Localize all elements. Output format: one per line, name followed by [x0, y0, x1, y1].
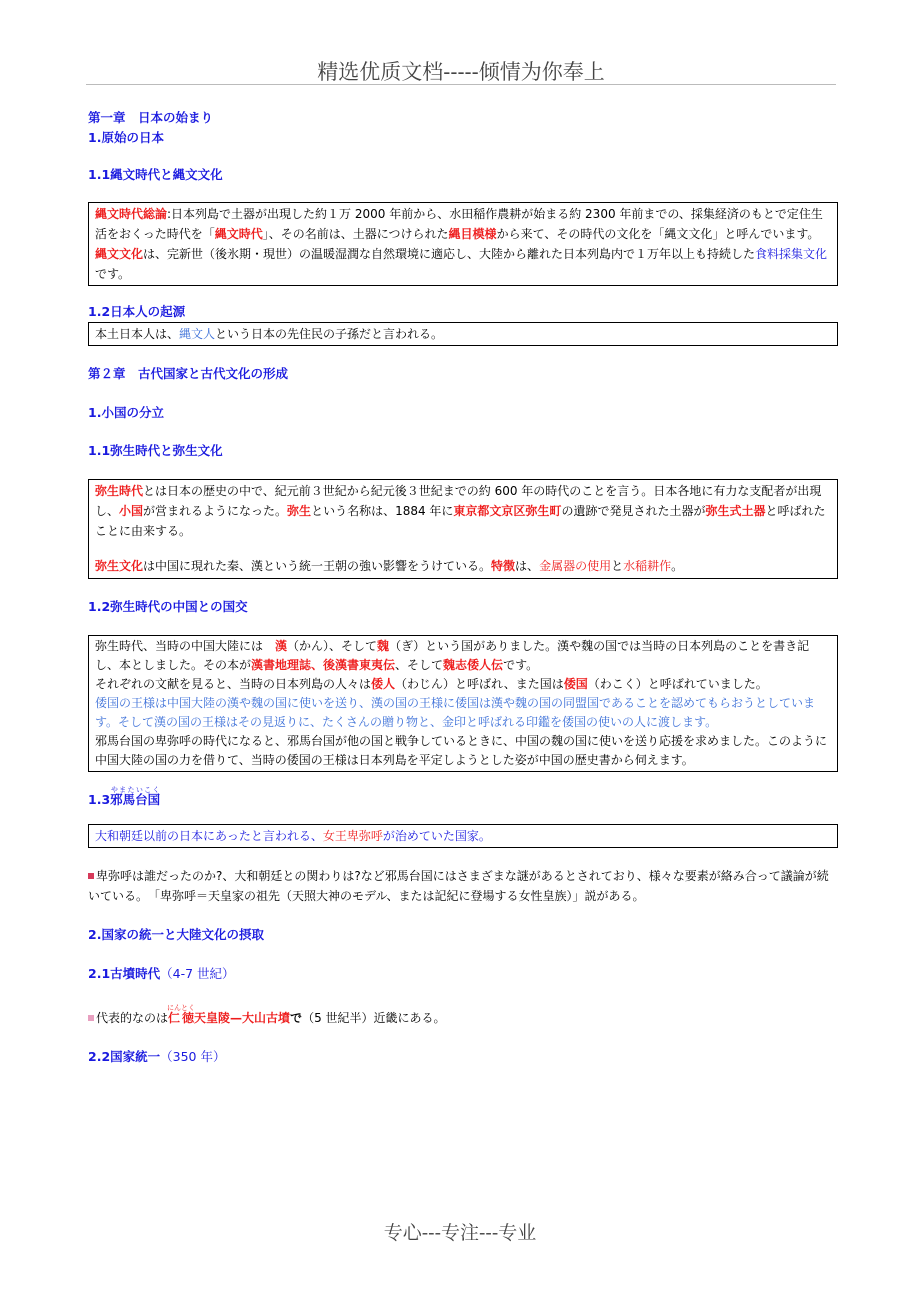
- section-1-2-heading: 1.2日本人の起源: [88, 304, 186, 319]
- section-china-relations-heading: 1.2弥生時代の中国との国交: [88, 599, 248, 614]
- feature-term: 特徴: [491, 559, 516, 573]
- chapter-2-title: 第２章 古代国家と古代文化の形成: [88, 366, 289, 381]
- text: （5 世紀半）近畿にある。: [302, 1011, 446, 1025]
- bullet-icon: [88, 873, 94, 879]
- text: が営まれるようになった。: [143, 504, 288, 518]
- text: の遺跡で発見された土器が: [561, 504, 706, 518]
- china-paragraph-2: [95, 675, 831, 694]
- text: です。: [503, 658, 539, 672]
- text: は中国に現れた秦、漢という統一王朝の強い影響をうけている。: [143, 559, 492, 573]
- header-divider: [86, 84, 836, 85]
- wakoku-term: 倭国: [563, 677, 588, 691]
- nintoku-term: 仁徳: [167, 1011, 196, 1025]
- jomon-term: 縄文時代総論: [95, 207, 168, 221]
- nintoku-ruby: にんとく: [167, 1004, 196, 1012]
- text: は、: [515, 559, 540, 573]
- food-gathering-term: 食料採集文化: [755, 247, 828, 261]
- section-number: 1.3: [88, 792, 111, 807]
- text: という日本の先住民の子孫だと言われる。: [215, 327, 444, 341]
- origin-box: [88, 322, 838, 346]
- text: とは日本の歴史の中で、紀元前３世紀から紀元後３世紀までの約 600 年の時代のことを言う。日本各地に有力な支配者が出現し、: [95, 484, 822, 518]
- section-yamatai-heading: [88, 786, 838, 810]
- page-header: 精选优质文档-----倾情为你奉上: [317, 60, 605, 84]
- text: 本土日本人は、: [95, 327, 180, 341]
- section-2-heading: 2.国家の統一と大陸文化の摂取: [88, 927, 264, 942]
- jomon-era-term: 縄文時代: [214, 227, 263, 241]
- yamatai-box: [88, 824, 838, 848]
- text: です。: [95, 267, 131, 281]
- china-paragraph-3: 倭国の王様は中国大陸の漢や魏の国に使いを送り、漢の国の王様に倭国は漢や魏の国の同盟国であることを認めてもらおうとしています。そして漢の国の王様はその見返りに、たくさんの贈り物と、金印と呼ばれる印鑑を倭国の使いの人に渡します。: [95, 696, 816, 729]
- wei-term: 魏: [377, 639, 390, 653]
- text: から来て、その時代の文化を「縄文文化」と呼んでいます。: [496, 227, 820, 241]
- text: で: [290, 1011, 303, 1025]
- text: 卑弥呼は誰だったのか?、大和朝廷との関わりは?など邪馬台国にはさまざまな謎があるとされており、様々な要素が絡み合って議論が続いている。 「卑弥呼＝天皇家の祖先（天照大神のモデル、または記紀に登場する女性皇族）」説がある。: [88, 869, 829, 903]
- text: と: [611, 559, 624, 573]
- page-footer: 专心---专注---专业: [383, 1222, 537, 1244]
- himiko-term: 女王卑弥呼: [322, 829, 383, 843]
- himiko-paragraph: [88, 866, 838, 906]
- han-term: 漢: [275, 639, 288, 653]
- yayoi-term: 弥生: [287, 504, 312, 518]
- kofun-period-note: （4-7 世紀）: [160, 966, 235, 981]
- document-body: [88, 108, 838, 1067]
- section-kofun-heading: [88, 964, 838, 984]
- jomon-people-term: 縄文人: [179, 327, 216, 341]
- text: （わこく）と呼ばれていました。: [587, 677, 768, 691]
- yamatai-ruby: やまたいこく: [110, 786, 161, 794]
- books-term: 漢書地理誌、後漢書東夷伝: [251, 658, 396, 672]
- tomb-term: 天皇陵—大山古墳: [194, 1011, 291, 1025]
- unification-year-note: （350 年）: [160, 1049, 226, 1064]
- text: 弥生時代、当時の中国大陸には: [95, 639, 276, 653]
- small-country-term: 小国: [119, 504, 144, 518]
- china-relations-box: [88, 635, 838, 772]
- section-1-heading: 1.原始の日本: [88, 130, 164, 145]
- section-1-1-heading: 1.1縄文時代と縄文文化: [88, 167, 223, 182]
- text: 、そして: [395, 658, 444, 672]
- section-unification-heading: [88, 1047, 838, 1067]
- text: が治めていた国家。: [382, 829, 491, 843]
- china-paragraph-4: 邪馬台国の卑弥呼の時代になると、邪馬台国が他の国と戦争しているときに、中国の魏の国に使いを送り応援を求めました。このように中国大陸の国の力を借りて、当時の倭国の王様は日本列島を平定しようとした姿が中国の歴史書から伺えます。: [95, 734, 828, 767]
- kofun-paragraph: [88, 1004, 838, 1028]
- text: それぞれの文献を見ると、当時の日本列島の人々は: [95, 677, 372, 691]
- text: 代表的なのは: [96, 1011, 169, 1025]
- text: （わじん）と呼ばれ、また国は: [395, 677, 564, 691]
- chapter-1-title: 第一章 日本の始まり: [88, 110, 214, 125]
- text: は、完新世（後氷期・現世）の温暖湿潤な自然環境に適応し、大陸から離れた日本列島内で１万年以上も持続した: [143, 247, 756, 261]
- text: （かん）、そして: [287, 639, 378, 653]
- cord-pattern-term: 縄目模様: [448, 227, 497, 241]
- jomon-culture-term: 縄文文化: [95, 247, 144, 261]
- yayoi-paragraph: [95, 481, 831, 541]
- text: :日本列島で土器が出現した約１万 2000 年前から、水田稲作農耕が始まる約 2300 年前までの、採集経済のもとで定住生活をおくった時代を「: [95, 207, 823, 241]
- wei-book-term: 魏志倭人伝: [443, 658, 504, 672]
- kofun-title: 2.1古墳時代: [88, 966, 161, 981]
- text: 」、その名前は、土器につけられた: [262, 227, 449, 241]
- wajin-term: 倭人: [371, 677, 396, 691]
- section-2-1-heading: 1.小国の分立: [88, 405, 164, 420]
- text: 。: [671, 559, 684, 573]
- yayoi-box: [88, 479, 838, 579]
- text: 大和朝廷以前の日本にあったと言われる、: [95, 829, 323, 843]
- yayoi-culture-paragraph: [95, 556, 831, 576]
- metal-term: 金属器の使用: [539, 559, 612, 573]
- text: という名称は、1884 年に: [311, 504, 454, 518]
- yayoi-pottery-term: 弥生式土器: [705, 504, 766, 518]
- text: （ぎ）という国がありました。漢や魏の国では当時の日本列島のことを書き記し、本としました。その本が: [95, 639, 810, 672]
- unification-title: 2.2国家統一: [88, 1049, 161, 1064]
- text: と呼ばれたことに由来する。: [95, 504, 826, 538]
- section-yayoi-heading: 1.1弥生時代と弥生文化: [88, 443, 223, 458]
- china-paragraph-1: [95, 637, 831, 675]
- rice-term: 水稲耕作: [623, 559, 672, 573]
- yayoi-culture-term: 弥生文化: [95, 559, 144, 573]
- jomon-summary-box: [88, 202, 838, 286]
- bullet-icon: [88, 1015, 94, 1021]
- place-term: 東京都文京区弥生町: [453, 504, 562, 518]
- yayoi-era-term: 弥生時代: [95, 484, 144, 498]
- yamatai-title: 邪馬台国: [110, 792, 161, 807]
